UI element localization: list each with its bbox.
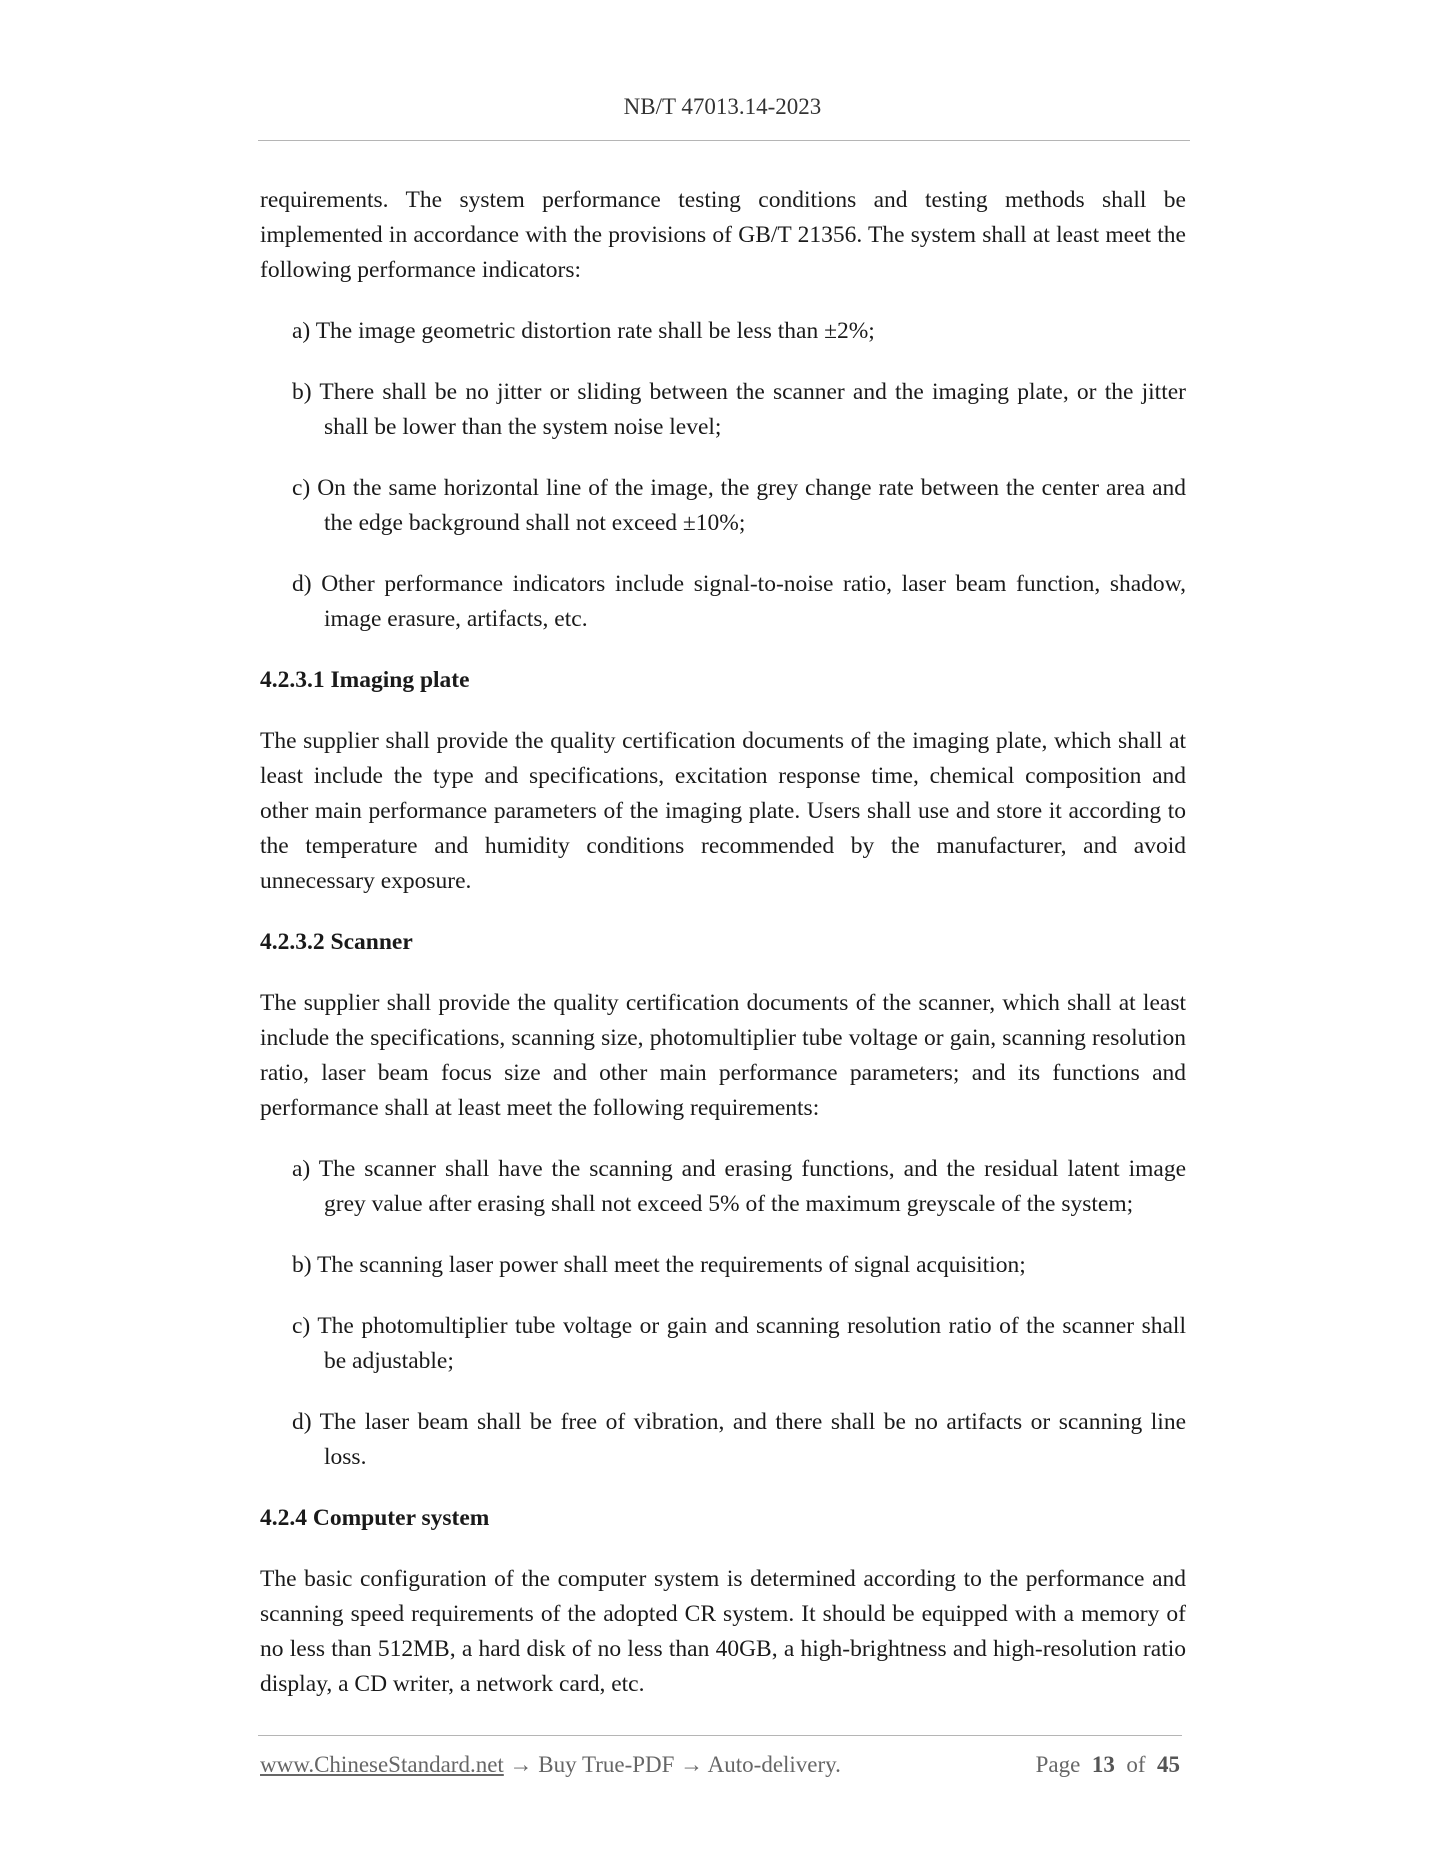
list-item: c) On the same horizontal line of the image, the grey change rate between the center area and the edge background shall not exceed ±10%; [292,475,1186,536]
section-heading-imaging-plate: 4.2.3.1 Imaging plate [260,667,470,693]
list-item: d) The laser beam shall be free of vibration, and there shall be no artifacts or scanning line loss. [292,1409,1186,1470]
footer-promo-text: → Buy True-PDF → Auto-delivery. [503,1752,841,1777]
document-code: NB/T 47013.14-2023 [623,94,822,119]
intro-paragraph: requirements. The system performance testing conditions and testing methods shall be implemented in accordance with the provisions of GB/T 21356. The system shall at least meet the following performance indicators: [260,187,1186,283]
list-item: a) The image geometric distortion rate shall be less than ±2%; [292,318,875,344]
computer-system-paragraph: The basic configuration of the computer system is determined according to the performance and scanning speed requirements of the adopted CR system. It should be equipped with a memory of no less than 512MB, a hard disk of no less than 40GB, a high-brightness and high-resolution ratio display, a CD writer, a network card, etc. [260,1566,1186,1697]
document-header [0,94,1445,120]
header-divider [258,140,1190,141]
imaging-plate-paragraph: The supplier shall provide the quality certification documents of the imaging plate, which shall at least include the type and specifications, excitation response time, chemical composition and other main performance parameters of the imaging plate. Users shall use and store it according to the temperature and humidity conditions recommended by the manufacturer, and avoid unnecessary exposure. [260,728,1186,894]
list-item: c) The photomultiplier tube voltage or gain and scanning resolution ratio of the scanner shall be adjustable; [292,1313,1186,1374]
page-indicator [1036,1752,1180,1778]
section-heading-scanner: 4.2.3.2 Scanner [260,929,413,955]
page-content [260,183,1186,1728]
list-item: b) There shall be no jitter or sliding between the scanner and the imaging plate, or the jitter shall be lower than the system noise level; [292,379,1186,440]
page-label: Page [1035,1752,1081,1777]
list-item: a) The scanner shall have the scanning and erasing functions, and the residual latent image grey value after erasing shall not exceed 5% of the maximum greyscale of the system; [292,1156,1186,1217]
page-total: 45 [1157,1752,1180,1777]
section-heading-computer-system: 4.2.4 Computer system [260,1505,490,1531]
list-item: d) Other performance indicators include signal-to-noise ratio, laser beam function, shadow, image erasure, artifacts, etc. [292,571,1186,632]
website-link[interactable]: www.ChineseStandard.net [260,1752,504,1777]
page-of-label: of [1126,1752,1146,1777]
list-item: b) The scanning laser power shall meet the requirements of signal acquisition; [292,1252,1026,1278]
footer-divider [258,1735,1182,1736]
scanner-paragraph: The supplier shall provide the quality certification documents of the scanner, which shall at least include the specifications, scanning size, photomultiplier tube voltage or gain, scanning resolution ratio, laser beam focus size and other main performance parameters; and its functions and performance shall at least meet the following requirements: [260,990,1186,1121]
performance-indicator-list [260,314,1186,637]
scanner-requirement-list [260,1152,1186,1475]
footer-promo [260,1752,841,1778]
page-current: 13 [1091,1752,1115,1777]
